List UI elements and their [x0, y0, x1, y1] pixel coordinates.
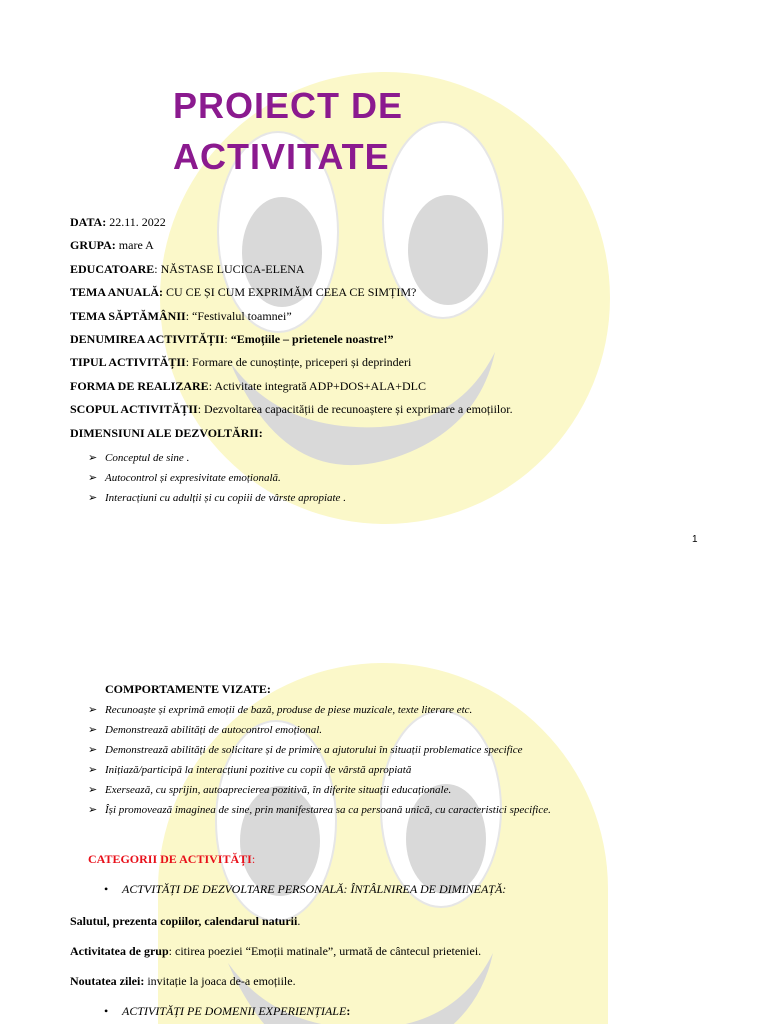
- project-info: [70, 212, 670, 446]
- categorii-heading: CATEGORII DE ACTIVITĂȚI:: [88, 852, 256, 866]
- comportamente-heading: COMPORTAMENTE VIZATE:: [105, 682, 271, 696]
- list-item: ➢ Inițiază/participă la interacțiuni pozitive cu copii de vârstă apropiată: [88, 764, 412, 776]
- list-item: ➢ Recunoaște și exprimă emoții de bază, produse de piese muzicale, texte literare etc.: [88, 704, 473, 716]
- title-line-2: ACTIVITATE: [173, 136, 390, 177]
- salutul-paragraph: Salutul, prezenta copiilor, calendarul naturii.: [70, 914, 301, 928]
- info-row-denumirea: DENUMIREA ACTIVITĂȚII: “Emoțiile – prietenele noastre!”: [70, 331, 394, 346]
- arrow-bullet-icon: ➢: [88, 472, 98, 484]
- bullet-icon: •: [104, 1004, 109, 1018]
- bullet-icon: •: [104, 882, 109, 896]
- dimensiuni-list: [88, 450, 688, 510]
- list-item: ➢ Demonstrează abilități de solicitare și de primire a ajutorului în situații problematice specifice: [88, 744, 523, 756]
- noutatea-zilei-paragraph: Noutatea zilei: invitație la joaca de-a emoțiile.: [70, 974, 296, 988]
- info-row-tema-anuala: TEMA ANUALĂ: CU CE ȘI CUM EXPRIMĂM CEEA CE SIMȚIM?: [70, 285, 417, 300]
- arrow-bullet-icon: ➢: [88, 784, 98, 796]
- info-row-dimensiuni: DIMENSIUNI ALE DEZVOLTĂRII:: [70, 425, 263, 440]
- list-item: ➢ Interacțiuni cu adulții și cu copiii de vârste apropiate .: [88, 492, 346, 504]
- list-item: ➢ Exersează, cu sprijin, autoaprecierea pozitivă, în diferite situații educaționale.: [88, 784, 452, 796]
- info-row-educatoare: EDUCATOARE: NĂSTASE LUCICA-ELENA: [70, 261, 305, 276]
- arrow-bullet-icon: ➢: [88, 704, 98, 716]
- page-number: 1: [692, 534, 698, 545]
- page-title: [173, 80, 403, 182]
- arrow-bullet-icon: ➢: [88, 764, 98, 776]
- arrow-bullet-icon: ➢: [88, 804, 98, 816]
- info-row-tipul: TIPUL ACTIVITĂȚII: Formare de cunoștințe, priceperi și deprinderi: [70, 355, 412, 370]
- info-row-data: DATA: 22.11. 2022: [70, 215, 166, 229]
- activity-category-item: • ACTIVITĂȚI PE DOMENII EXPERIENȚIALE:: [104, 1004, 351, 1018]
- arrow-bullet-icon: ➢: [88, 724, 98, 736]
- title-line-1: PROIECT DE: [173, 85, 404, 126]
- info-row-grupa: GRUPA: mare A: [70, 238, 154, 253]
- info-row-scopul: SCOPUL ACTIVITĂȚII: Dezvoltarea capacității de recunoaștere și exprimare a emoțiilor.: [70, 402, 513, 417]
- list-item: ➢ Conceptul de sine .: [88, 452, 190, 464]
- activity-category-item: • ACTVITĂȚI DE DEZVOLTARE PERSONALĂ: ÎNTÂLNIREA DE DIMINEAȚĂ:: [104, 882, 507, 896]
- arrow-bullet-icon: ➢: [88, 452, 98, 464]
- list-item: ➢ Își promovează imaginea de sine, prin manifestarea sa ca persoană unică, cu caracteristici specifice.: [88, 804, 551, 816]
- arrow-bullet-icon: ➢: [88, 492, 98, 504]
- list-item: ➢ Autocontrol și expresivitate emoțională.: [88, 472, 281, 484]
- arrow-bullet-icon: ➢: [88, 744, 98, 756]
- info-row-tema-saptamanii: TEMA SĂPTĂMÂNII: “Festivalul toamnei”: [70, 308, 292, 323]
- activitatea-de-grup-paragraph: Activitatea de grup: citirea poeziei “Emoții matinale”, urmată de cântecul prieteniei.: [70, 944, 482, 958]
- list-item: ➢ Demonstrează abilități de autocontrol emoțional.: [88, 724, 323, 736]
- info-row-forma: FORMA DE REALIZARE: Activitate integrată ADP+DOS+ALA+DLC: [70, 378, 426, 393]
- comportamente-list: [88, 702, 708, 822]
